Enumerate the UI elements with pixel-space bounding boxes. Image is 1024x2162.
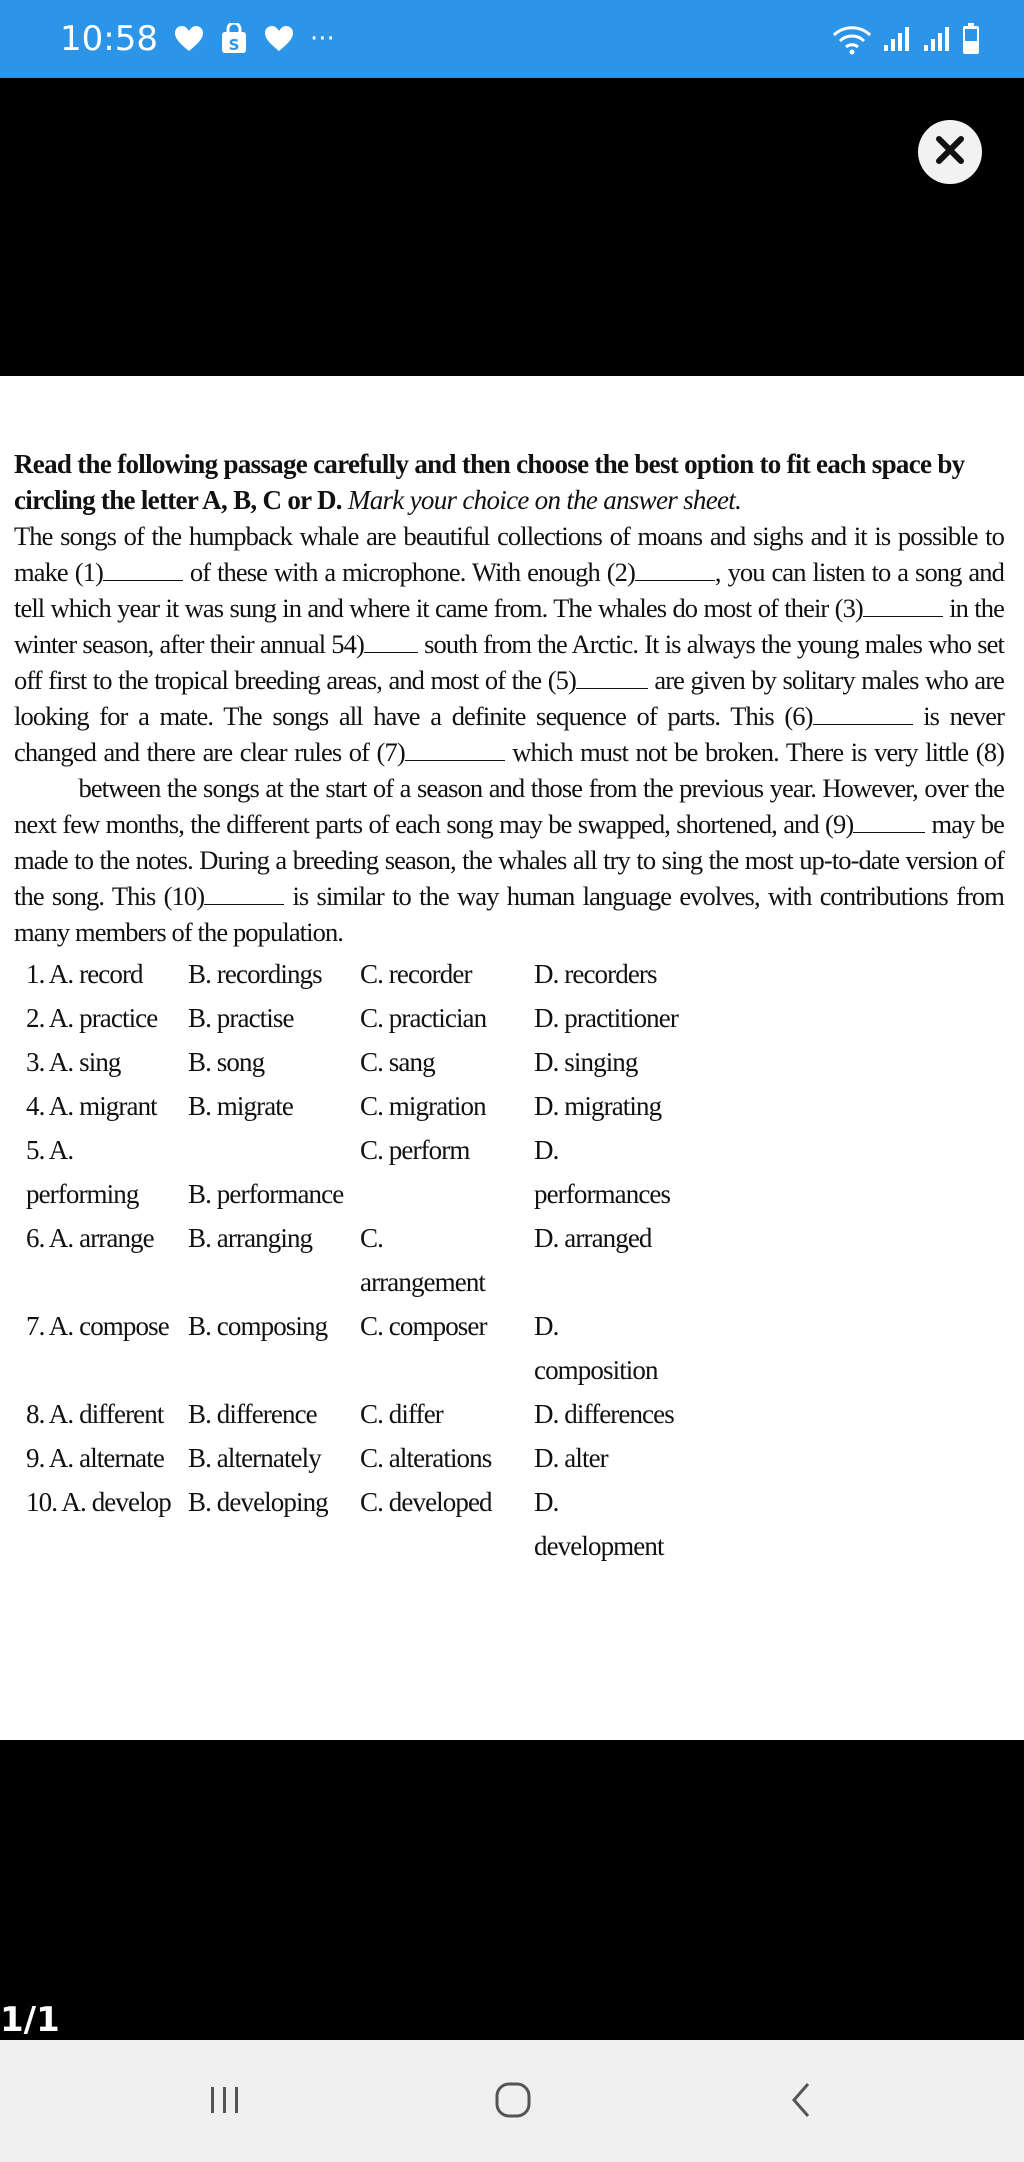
passage-text: The songs of the humpback whale are beautiful collections of moans and sighs and it is possible to make (1) bbox=[14, 521, 1004, 587]
option-b: B. difference bbox=[188, 1399, 317, 1429]
option-d: D. performances bbox=[534, 1135, 671, 1209]
blank-7 bbox=[405, 736, 505, 761]
back-icon bbox=[786, 2080, 816, 2124]
heart-icon bbox=[264, 25, 294, 53]
option-c: C. differ bbox=[360, 1399, 443, 1429]
option-a: 2. A. practice bbox=[26, 1003, 158, 1033]
battery-icon bbox=[962, 23, 980, 55]
passage-text: may be made to the notes. During a breeding season, the whales all try to sing the most up-to-date version of the song. This (10) bbox=[14, 809, 1004, 911]
option-c: C. migration bbox=[360, 1091, 486, 1121]
passage-text: which must not be broken. There is very little (8) bbox=[512, 737, 1004, 767]
option-b: B. song bbox=[188, 1047, 265, 1077]
option-d: D. practitioner bbox=[534, 1003, 678, 1033]
recents-button[interactable] bbox=[190, 2072, 260, 2132]
option-b: B. alternately bbox=[188, 1443, 321, 1473]
option-c: C. perform bbox=[360, 1135, 470, 1165]
clock: 10:58 bbox=[60, 19, 158, 59]
blank-6 bbox=[813, 700, 913, 725]
blank-5 bbox=[576, 664, 648, 689]
option-a: 9. A. alternate bbox=[26, 1443, 164, 1473]
passage-text: in the winter season, after their annual 54) bbox=[14, 593, 1004, 659]
instruction bbox=[14, 446, 1004, 518]
blank-1 bbox=[103, 556, 183, 581]
option-d: D. development bbox=[534, 1487, 664, 1561]
option-b: B. recordings bbox=[188, 959, 322, 989]
option-a: 8. A. different bbox=[26, 1399, 164, 1429]
blank-9 bbox=[853, 808, 925, 833]
option-a: 7. A. compose bbox=[26, 1311, 169, 1341]
option-b: B. composing bbox=[188, 1311, 328, 1341]
option-a: 5. A. performing bbox=[26, 1135, 139, 1209]
option-row bbox=[14, 1216, 1004, 1304]
option-row bbox=[14, 1084, 1004, 1128]
status-bar bbox=[0, 0, 1024, 78]
option-a: 3. A. sing bbox=[26, 1047, 121, 1077]
passage-text: between the songs at the start of a season and those from the previous year. However, over the next few months, the different parts of each song may be swapped, shortened, and (9) bbox=[14, 773, 1004, 839]
signal-icon bbox=[882, 25, 912, 53]
blank-4 bbox=[364, 628, 418, 653]
instruction-italic: Mark your choice on the answer sheet. bbox=[347, 485, 742, 515]
option-b: B. developing bbox=[188, 1487, 328, 1517]
option-d: D. recorders bbox=[534, 959, 657, 989]
blank-10 bbox=[204, 880, 284, 905]
option-d: D. alter bbox=[534, 1443, 608, 1473]
option-d: D. arranged bbox=[534, 1223, 652, 1253]
option-a: 1. A. record bbox=[26, 959, 143, 989]
close-icon bbox=[933, 133, 967, 171]
option-c: C. alterations bbox=[360, 1443, 492, 1473]
option-a: 10. A. develop bbox=[26, 1487, 171, 1517]
option-c: C. recorder bbox=[360, 959, 472, 989]
navigation-bar bbox=[0, 2040, 1024, 2162]
option-b: B. practise bbox=[188, 1003, 294, 1033]
option-row bbox=[14, 1480, 1004, 1568]
option-b: B. arranging bbox=[188, 1223, 313, 1253]
option-row bbox=[14, 1040, 1004, 1084]
signal-icon bbox=[922, 25, 952, 53]
option-c: C. arrangement bbox=[360, 1223, 486, 1297]
option-d: D. migrating bbox=[534, 1091, 662, 1121]
image-viewer-bottom bbox=[0, 1740, 1024, 2040]
option-c: C. composer bbox=[360, 1311, 487, 1341]
home-icon bbox=[493, 2080, 533, 2124]
option-c: C. practician bbox=[360, 1003, 487, 1033]
svg-text:S: S bbox=[228, 36, 240, 54]
passage-text: , you can listen to a song and tell which year it was sung in and where it came from. The whales do most of their (3) bbox=[14, 557, 1004, 623]
option-d: D. singing bbox=[534, 1047, 638, 1077]
passage-text: is never changed and there are clear rules of (7) bbox=[14, 701, 1005, 767]
shopping-bag-icon bbox=[220, 23, 248, 55]
option-row bbox=[14, 1304, 1004, 1392]
passage-text: of these with a microphone. With enough (2) bbox=[189, 557, 635, 587]
status-right bbox=[832, 18, 980, 60]
back-button[interactable] bbox=[766, 2072, 836, 2132]
option-row bbox=[14, 1128, 1004, 1216]
option-b: B. migrate bbox=[188, 1091, 293, 1121]
passage-text: south from the Arctic. It is always the young males who set off first to the tropical breeding areas, and most of the (5) bbox=[14, 629, 1005, 695]
status-left bbox=[60, 18, 335, 60]
option-row bbox=[14, 996, 1004, 1040]
option-c: C. developed bbox=[360, 1487, 492, 1517]
options-table bbox=[14, 952, 1004, 1568]
instruction-bold: Read the following passage carefully and then choose the best option to fit each space by circling the letter A, B, C or D. bbox=[14, 449, 965, 515]
option-row bbox=[14, 1436, 1004, 1480]
option-d: D. differences bbox=[534, 1399, 674, 1429]
passage bbox=[14, 518, 1004, 950]
option-b: B. performance bbox=[188, 1179, 344, 1209]
more-dots-icon: ··· bbox=[309, 24, 335, 54]
blank-3 bbox=[863, 592, 943, 617]
option-d: D. composition bbox=[534, 1311, 658, 1385]
passage-text: are given by solitary males who are looking for a mate. The songs all have a definite sequence of parts. This (6) bbox=[14, 665, 1004, 731]
heart-icon bbox=[174, 25, 204, 53]
passage-text: is similar to the way human language evolves, with contributions from many members of the population. bbox=[14, 881, 1004, 947]
option-a: 6. A. arrange bbox=[26, 1223, 154, 1253]
recents-icon bbox=[205, 2083, 245, 2121]
image-viewer-top bbox=[0, 78, 1024, 376]
close-button[interactable] bbox=[918, 120, 982, 184]
option-row bbox=[14, 952, 1004, 996]
option-row bbox=[14, 1392, 1004, 1436]
option-a: 4. A. migrant bbox=[26, 1091, 157, 1121]
blank-2 bbox=[635, 556, 715, 581]
wifi-icon bbox=[832, 23, 872, 55]
document-page bbox=[0, 376, 1024, 1740]
page-counter: 1/1 bbox=[0, 2000, 60, 2040]
option-c: C. sang bbox=[360, 1047, 435, 1077]
home-button[interactable] bbox=[478, 2072, 548, 2132]
